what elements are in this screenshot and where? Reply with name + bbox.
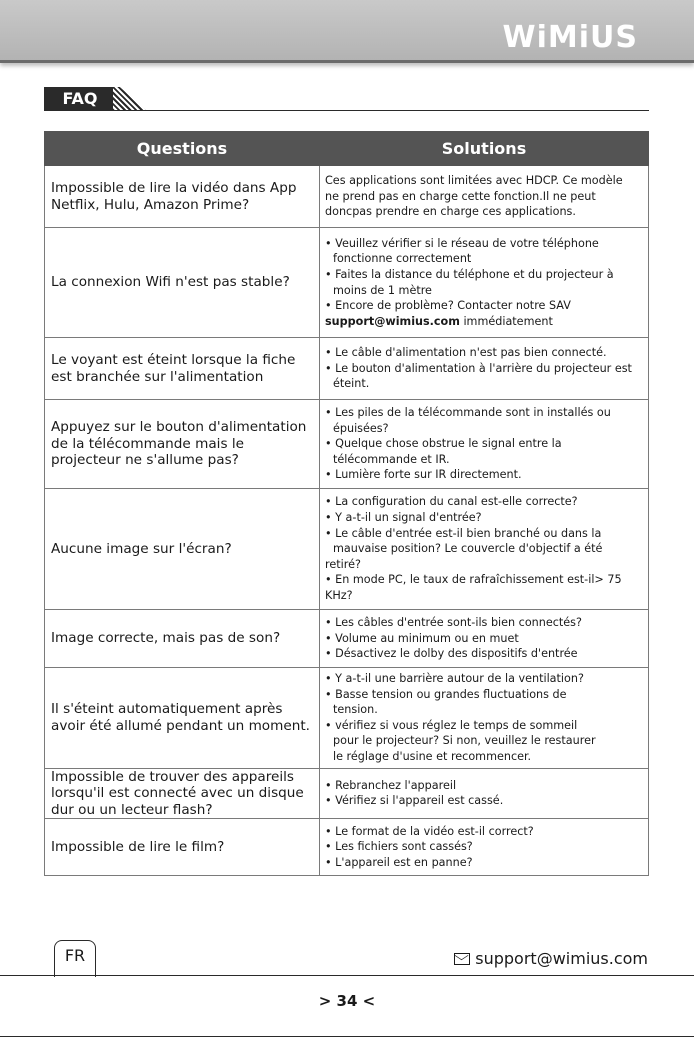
table-row (45, 400, 649, 489)
solution-cell (320, 489, 649, 610)
question-cell: Appuyez sur le bouton d'alimentation de la télécommande mais le projecteur ne s'allume pas? (45, 400, 320, 489)
solution-line: éteint. (333, 377, 370, 391)
table-row (45, 768, 649, 819)
question-cell: Le voyant est éteint lorsque la fiche est branchée sur l'alimentation (45, 338, 320, 400)
solution-line (325, 314, 643, 330)
solution-line: télécommande et IR. (333, 452, 450, 466)
question-cell: Image correcte, mais pas de son? (45, 610, 320, 668)
brand-logo: WiMiUS (502, 20, 638, 55)
solution-line: • En mode PC, le taux de rafraîchissement est-il> 75 (325, 573, 622, 587)
solution-line: • Le câble d'alimentation n'est pas bien connecté. (325, 346, 607, 360)
solution-line: le réglage d'usine et recommencer. (333, 749, 532, 763)
solution-line: • Désactivez le dolby des dispositifs d'entrée (325, 647, 578, 661)
solution-line: • Vérifiez si l'appareil est cassé. (325, 794, 504, 808)
solution-line: • Les fichiers sont cassés? (325, 840, 473, 854)
question-cell: La connexion Wifi n'est pas stable? (45, 228, 320, 338)
solution-line: moins de 1 mètre (333, 283, 432, 297)
header-bar (0, 0, 694, 63)
support-email-link: support@wimius.com (325, 314, 460, 328)
solution-line: • Les piles de la télécommande sont in installés ou (325, 406, 611, 420)
solution-cell (320, 768, 649, 819)
solution-line: • Les câbles d'entrée sont-ils bien connectés? (325, 616, 582, 630)
question-cell: Aucune image sur l'écran? (45, 489, 320, 610)
page-number: > 34 < (318, 992, 376, 1010)
solution-line: épuisées? (333, 421, 389, 435)
bottom-border (0, 1036, 694, 1037)
table-row (45, 610, 649, 668)
solution-cell (320, 668, 649, 769)
question-cell: Impossible de lire la vidéo dans App Netflix, Hulu, Amazon Prime? (45, 166, 320, 228)
solution-line: • Rebranchez l'appareil (325, 778, 457, 792)
solution-line: fonctionne correctement (333, 252, 472, 266)
solution-line: • Le format de la vidéo est-il correct? (325, 824, 534, 838)
solution-line-tail: immédiatement (459, 314, 553, 328)
section-title-stripes (113, 87, 147, 111)
column-header-solutions: Solutions (320, 132, 649, 166)
solution-line: • Y a-t-il un signal d'entrée? (325, 511, 482, 525)
table-row (45, 166, 649, 228)
faq-table-header (45, 132, 649, 166)
footer-divider (0, 975, 694, 976)
solution-line: • Y a-t-il une barrière autour de la ventilation? (325, 672, 584, 685)
solution-cell (320, 819, 649, 876)
column-header-questions: Questions (45, 132, 320, 166)
faq-table (44, 131, 649, 876)
solution-cell (320, 610, 649, 668)
solution-line: • Basse tension ou grandes fluctuations de (325, 687, 567, 701)
footer-email-text: support@wimius.com (475, 949, 648, 968)
faq-table-body (45, 166, 649, 876)
solution-line: pour le projecteur? Si non, veuillez le restaurer (333, 734, 596, 748)
section-divider (44, 110, 649, 111)
solution-line: • Lumière forte sur IR directement. (325, 468, 522, 482)
solution-cell (320, 400, 649, 489)
solution-line: • L'appareil est en panne? (325, 855, 473, 869)
table-row (45, 338, 649, 400)
question-cell: Impossible de trouver des appareils lorsqu'il est connecté avec un disque dur ou un lecteur flash? (45, 768, 320, 819)
table-row (45, 819, 649, 876)
solution-line: • Quelque chose obstrue le signal entre la (325, 437, 562, 451)
table-row (45, 668, 649, 769)
solution-cell (320, 166, 649, 228)
solution-line: • Encore de problème? Contacter notre SAV (325, 299, 571, 313)
solution-line: Ces applications sont limitées avec HDCP. Ce modèle (325, 174, 623, 188)
solution-line: • Veuillez vérifier si le réseau de votre téléphone (325, 236, 599, 250)
solution-line: retiré? (325, 557, 361, 571)
solution-line: KHz? (325, 588, 353, 602)
question-cell: Impossible de lire le film? (45, 819, 320, 876)
solution-line: • La configuration du canal est-elle correcte? (325, 495, 578, 509)
language-tab: FR (54, 940, 96, 977)
solution-line: • Le bouton d'alimentation à l'arrière du projecteur est (325, 361, 632, 375)
solution-line: • Faites la distance du téléphone et du projecteur à (325, 267, 614, 281)
solution-line: tension. (333, 703, 378, 717)
table-row (45, 228, 649, 338)
solution-line: • vérifiez si vous réglez le temps de sommeil (325, 718, 578, 732)
solution-cell (320, 228, 649, 338)
solution-line: • Volume au minimum ou en muet (325, 631, 519, 645)
solution-line: mauvaise position? Le couvercle d'objectif a été (333, 542, 603, 556)
question-cell: Il s'éteint automatiquement après avoir été allumé pendant un moment. (45, 668, 320, 769)
solution-line: ne prend pas en charge cette fonction.Il ne peut (325, 189, 596, 203)
solution-line: • Le câble d'entrée est-il bien branché ou dans la (325, 526, 602, 540)
mail-icon (454, 953, 470, 965)
section-title: FAQ (44, 87, 116, 111)
table-row (45, 489, 649, 610)
footer-email (454, 949, 648, 968)
solution-cell (320, 338, 649, 400)
solution-line: doncpas prendre en charge ces applications. (325, 205, 576, 219)
